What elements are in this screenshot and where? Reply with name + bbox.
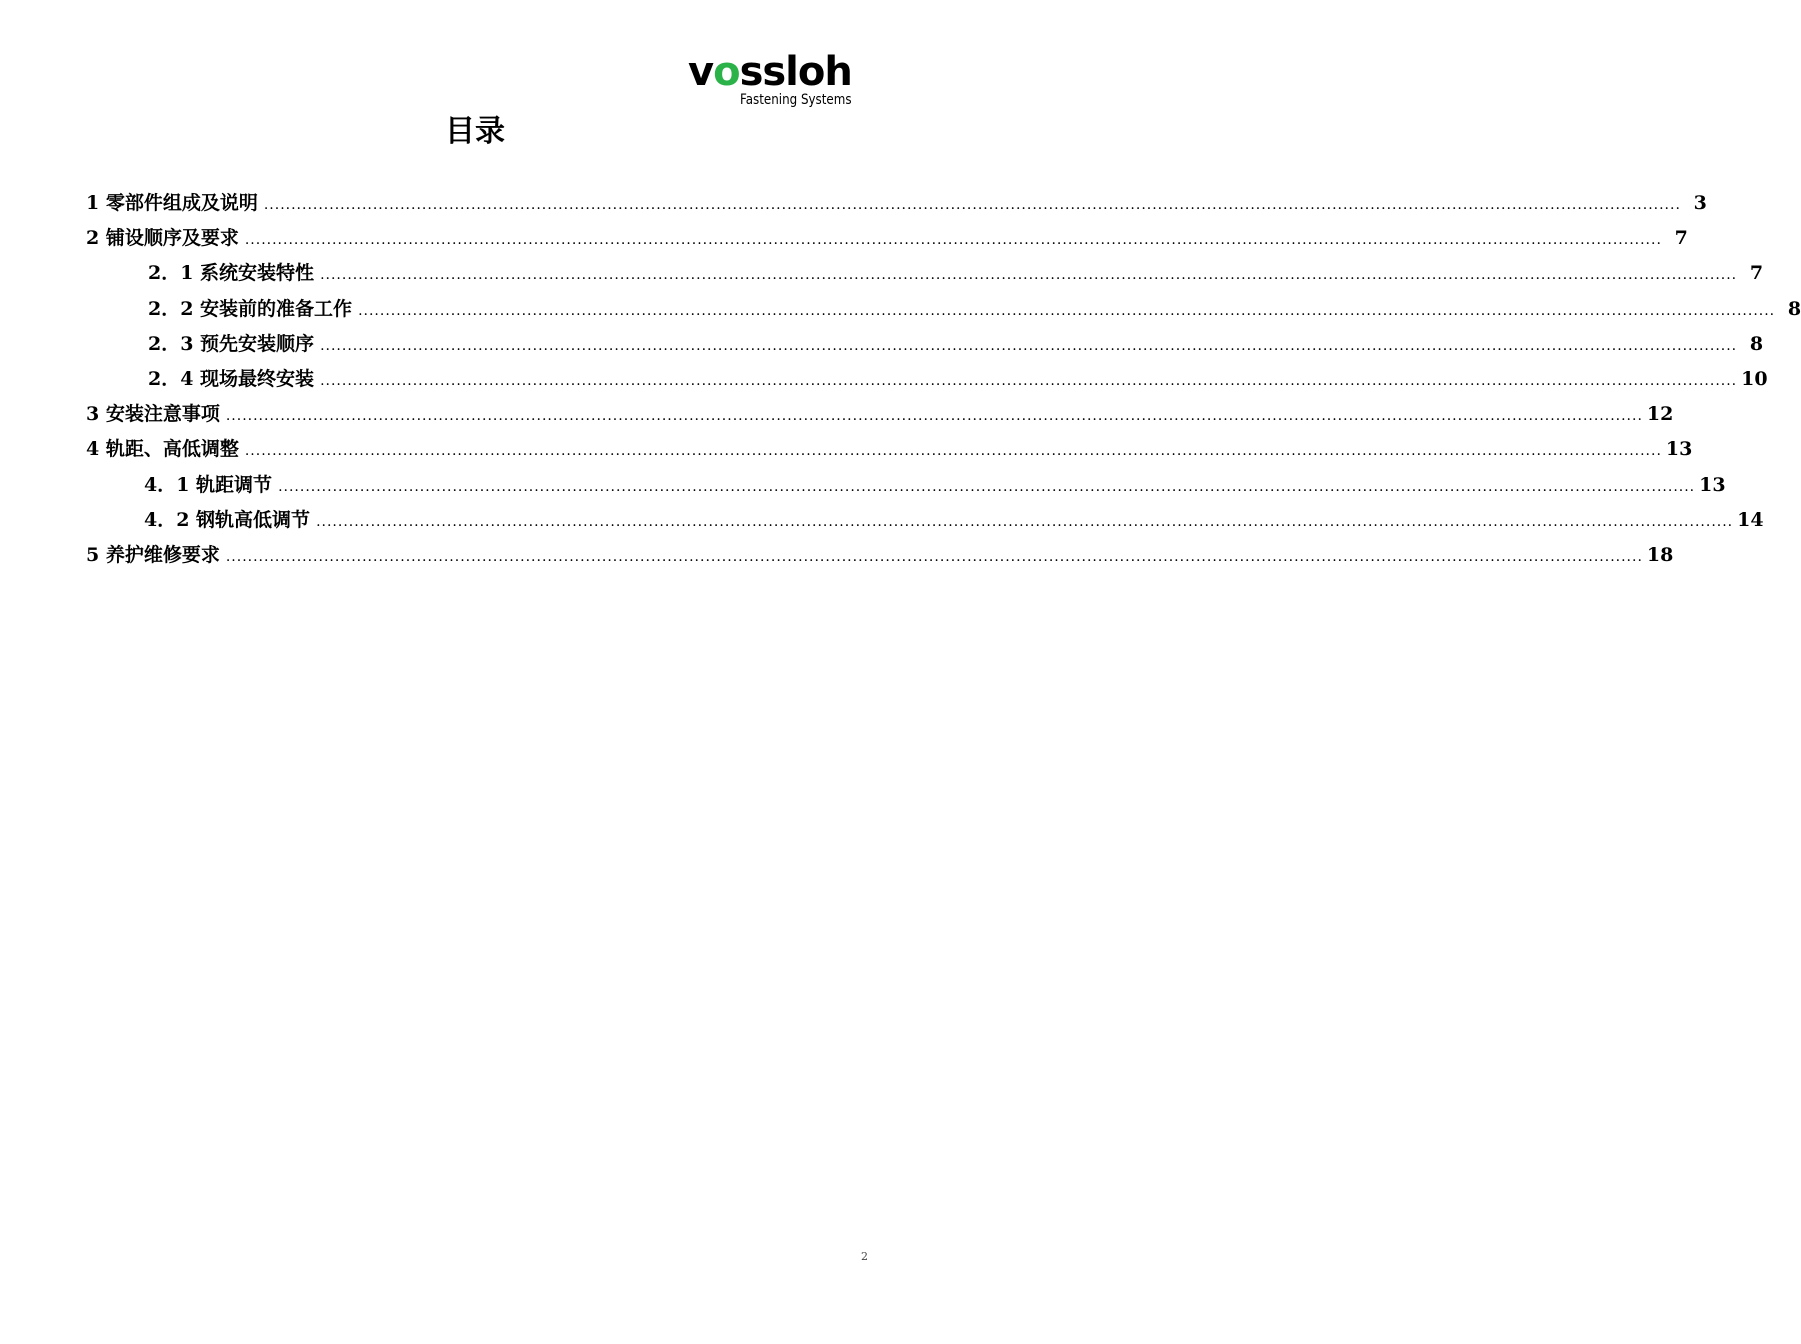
- toc-entry-page: 13: [1699, 473, 1726, 496]
- page-title: 目录: [445, 114, 505, 149]
- toc-entry-page: 8: [1749, 332, 1764, 355]
- toc-leader-dots: ....................................................................................................................................................................................................................................................................: [358, 302, 1776, 319]
- toc-leader-dots: ....................................................................................................................................................................................................................................................................: [320, 373, 1738, 389]
- toc-entry[interactable]: [86, 399, 1674, 429]
- toc-entry-page: 3: [1693, 192, 1707, 214]
- toc-leader-dots: ....................................................................................................................................................................................................................................................................: [244, 232, 1662, 249]
- toc-entry-page: 7: [1749, 262, 1764, 285]
- toc-entry[interactable]: [86, 223, 1688, 253]
- toc-entry-page: 8: [1787, 297, 1801, 320]
- toc-entry-page: 13: [1665, 438, 1693, 461]
- toc-entry-page: 10: [1741, 368, 1768, 390]
- toc-entry[interactable]: [144, 470, 1726, 500]
- toc-entry-label: 2．2 安装前的准备工作: [148, 297, 353, 320]
- toc-leader-dots: ....................................................................................................................................................................................................................................................................: [244, 443, 1662, 460]
- toc-entry[interactable]: [144, 505, 1764, 535]
- page-number: 2: [861, 1250, 868, 1263]
- toc-entry-label: 2．1 系统安装特性: [148, 262, 315, 285]
- logo-wordmark: [688, 49, 852, 95]
- toc-entry[interactable]: [148, 329, 1764, 359]
- toc-entry[interactable]: [148, 364, 1768, 394]
- toc-entry-label: 4 轨距、高低调整: [86, 438, 239, 461]
- toc-entry-label: 2．3 预先安装顺序: [148, 332, 315, 355]
- logo-letters-ssloh: ssloh: [739, 49, 852, 95]
- toc-entry-label: 4．2 钢轨高低调节: [144, 508, 311, 531]
- logo-subtitle: Fastening Systems: [740, 92, 852, 108]
- logo-letter-o: o: [713, 49, 740, 95]
- toc-entry-page: 7: [1674, 227, 1688, 250]
- toc-leader-dots: ....................................................................................................................................................................................................................................................................: [316, 513, 1734, 530]
- toc-entry-label: 3 安装注意事项: [86, 403, 220, 426]
- toc-leader-dots: ....................................................................................................................................................................................................................................................................: [278, 478, 1696, 495]
- logo-letter-v: v: [688, 49, 714, 95]
- toc-entry-label: 4．1 轨距调节: [144, 473, 273, 496]
- toc-leader-dots: ....................................................................................................................................................................................................................................................................: [320, 267, 1738, 284]
- toc-entry-page: 14: [1737, 508, 1764, 531]
- toc-entry-label: 5 养护维修要求: [86, 544, 220, 566]
- toc-entry-label: 2．4 现场最终安装: [148, 368, 315, 390]
- toc-leader-dots: ....................................................................................................................................................................................................................................................................: [225, 549, 1643, 565]
- toc-entry-page: 12: [1646, 403, 1674, 426]
- toc-entry[interactable]: [148, 258, 1764, 288]
- toc-entry[interactable]: [148, 294, 1801, 324]
- toc-entry-label: 2 铺设顺序及要求: [86, 227, 239, 250]
- toc-entry[interactable]: [86, 188, 1707, 218]
- vossloh-logo: [688, 49, 868, 114]
- toc-entry-page: 18: [1646, 544, 1674, 566]
- toc-entry[interactable]: [86, 540, 1674, 570]
- toc-leader-dots: ....................................................................................................................................................................................................................................................................: [263, 197, 1681, 213]
- toc-entry-label: 1 零部件组成及说明: [86, 192, 258, 214]
- toc-entry[interactable]: [86, 434, 1693, 464]
- toc-leader-dots: ....................................................................................................................................................................................................................................................................: [320, 337, 1738, 354]
- toc-leader-dots: ....................................................................................................................................................................................................................................................................: [225, 408, 1643, 425]
